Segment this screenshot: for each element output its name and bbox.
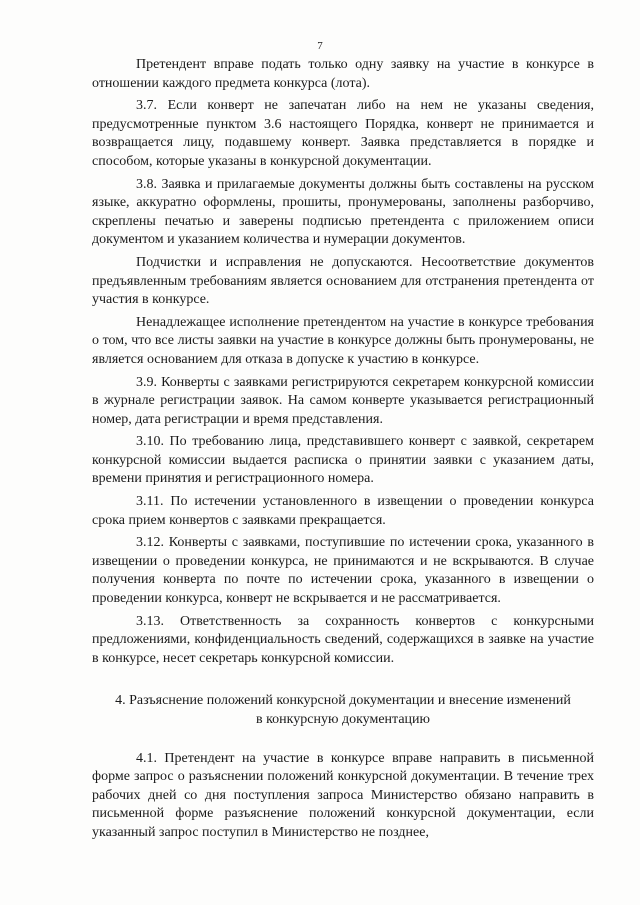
paragraph-3-13: 3.13. Ответственность за сохранность конвертов с конкурсными предложениями, конфиденциальность сведений, содержащихся в заявке на участие в конкурсе, несет секретарь конкурсной комиссии.: [92, 613, 594, 666]
section-heading: 4. Разъяснение положений конкурсной документации и внесение изменений в конкурсную документацию: [115, 693, 571, 727]
page-number: 7: [317, 40, 323, 52]
paragraph-3-11: 3.11. По истечении установленного в извещении о проведении конкурса срока прием конвертов с заявками прекращается.: [92, 494, 594, 528]
paragraph-corrections: Подчистки и исправления не допускаются. Несоответствие документов предъявленным требованиям является основанием для отстранения претендента от участия в конкурсе.: [92, 254, 594, 308]
document-body: [92, 56, 594, 847]
paragraph-3-12: 3.12. Конверты с заявками, поступившие по истечении срока, указанного в извещении о проведении конкурса, не принимаются и не вскрываются. В случае получения конверта по почте по истечении срока, указанного в извещении о проведении конкурса, конверт не вскрывается и не рассматривается.: [92, 535, 594, 607]
paragraph-3-10: 3.10. По требованию лица, представившего конверт с заявкой, секретарем конкурсной комиссии выдается расписка о принятии заявки с указанием даты, времени принятия и регистрационного номера.: [92, 434, 594, 487]
paragraph-single-bid: Претендент вправе подать только одну заявку на участие в конкурсе в отношении каждого предмета конкурса (лота).: [92, 57, 594, 91]
paragraph-3-8: 3.8. Заявка и прилагаемые документы должны быть составлены на русском языке, аккуратно оформлены, прошиты, пронумерованы, заполнены разборчиво, скреплены печатью и заверены подписью претендента с приложением описи документом и указанием количества и нумерации документов.: [92, 176, 594, 248]
paragraph-numbering: Ненадлежащее исполнение претендентом на участие в конкурсе требования о том, что все листы заявки на участие в конкурсе должны быть пронумерованы, не является основанием для отказа в допуске к участию в конкурсе.: [92, 314, 594, 367]
paragraph-3-9: 3.9. Конверты с заявками регистрируются секретарем конкурсной комиссии в журнале регистрации заявок. На самом конверте указывается регистрационный номер, дата регистрации и время представления.: [92, 374, 594, 427]
paragraph-4-1: 4.1. Претендент на участие в конкурсе вправе направить в письменной форме запрос о разъяснении положений конкурсной документации. В течение трех рабочих дней со дня поступления запроса Министерство обязано направить в письменной форме разъяснение положений конкурсной документации, если указанный запрос поступил в Министерство не позднее,: [92, 750, 594, 840]
paragraph-3-7: 3.7. Если конверт не запечатан либо на нем не указаны сведения, предусмотренные пунктом 3.6 настоящего Порядка, конверт не принимается и возвращается лицу, подавшему конверт. Заявка представляется в порядке и способом, которые указаны в конкурсной документации.: [92, 98, 594, 169]
